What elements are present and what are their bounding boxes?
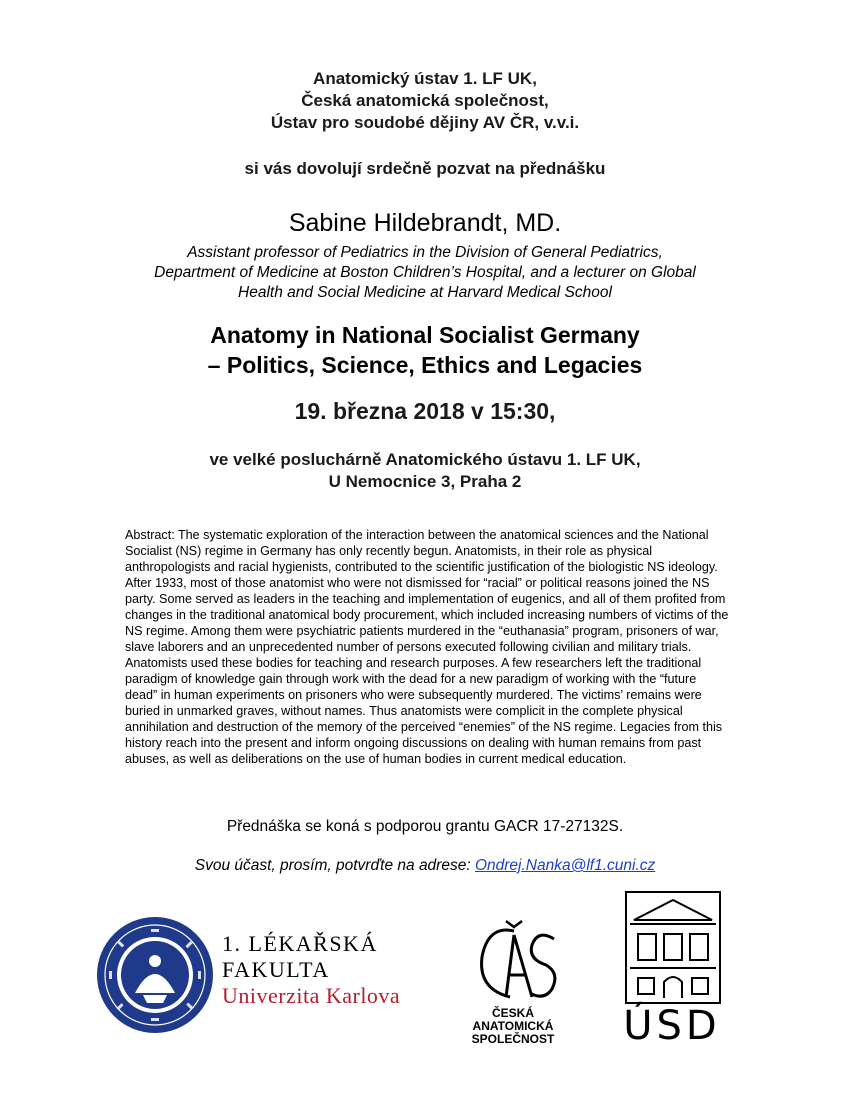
affiliation-line: Department of Medicine at Boston Children’s Hospital, and a lecturer on Global <box>154 264 696 281</box>
organizer-line: Ústav pro soudobé dějiny AV ČR, v.v.i. <box>270 113 580 132</box>
building-facade-icon <box>624 890 722 1005</box>
organizer-line: Česká anatomická společnost, <box>301 91 549 110</box>
venue-line: ve velké posluchárně Anatomického ústavu 1. LF UK, <box>209 450 641 469</box>
wordmark-line: ANATOMICKÁ <box>472 1019 554 1033</box>
wordmark-university: Univerzita Karlova <box>222 983 401 1008</box>
abstract-text: Abstract: The systematic exploration of the interaction between the anatomical sciences and the National Socialist (NS) regime in Germany has only recently begun. Anatomists, in their role as physical anthropologists and racial hygienists, contributed to the scientific justification of the biologistic NS ideology. After 1933, most of those anatomist who were not dismissed for “racial” or political reasons joined the NS party. Some served as leaders in the teaching and implementation of eugenics, and all of them profited from changes in the traditional anatomical body procurement, which included increasing numbers of victims of the NS regime. Among them were psychiatric patients murdered in the “euthanasia” program, prisoners of war, slave laborers and an unprecedented number of persons executed following civilian and military trials. Anatomists used these bodies for teaching and research purposes. A few researchers left the traditional paradigm of knowledge gain through work with the dead for a new paradigm of working with the “future dead” in human experiments on prisoners who were subsequently murdered. The victims’ remains were buried in unmarked graves, without names. Thus anatomists were complicit in the complete physical annihilation and destruction of the memory of the perceived “enemies” of the NS regime. Legacies from this history reach into the present and inform ongoing discussions on dealing with human remains from past abuses, as well as deliberations on the use of human bodies in current medical education. <box>125 528 729 766</box>
wordmark-line: SPOLEČNOST <box>471 1032 555 1046</box>
charles-university-seal-logo <box>95 915 215 1035</box>
talk-date: 19. března 2018 v 15:30, <box>294 398 556 424</box>
cas-wordmark <box>458 1007 568 1046</box>
organizers <box>0 68 850 134</box>
logos-row <box>0 885 850 1065</box>
talk-title <box>0 320 850 380</box>
venue <box>0 449 850 493</box>
talk-title-line: Anatomy in National Socialist Germany <box>210 322 640 348</box>
rsvp-line <box>0 857 850 875</box>
rsvp-text: Svou účast, prosím, potvrďte na adrese: <box>194 857 475 874</box>
usd-wordmark: ÚSD <box>623 1003 721 1049</box>
speaker-affiliation <box>0 243 850 303</box>
invitation-line: si vás dovolují srdečně pozvat na přednášku <box>244 159 606 178</box>
cas-monogram-logo <box>466 905 566 1015</box>
wordmark-line: 1. LÉKAŘSKÁ <box>222 931 378 956</box>
first-faculty-wordmark <box>222 931 400 1009</box>
venue-line: U Nemocnice 3, Praha 2 <box>328 472 522 491</box>
talk-title-line: – Politics, Science, Ethics and Legacies <box>207 352 643 378</box>
organizer-line: Anatomický ústav 1. LF UK, <box>313 69 537 88</box>
speaker-name: Sabine Hildebrandt, MD. <box>288 209 562 237</box>
wordmark-line: FAKULTA <box>222 957 330 982</box>
wordmark-line: ČESKÁ <box>491 1006 534 1020</box>
affiliation-line: Assistant professor of Pediatrics in the Division of General Pediatrics, <box>187 244 663 261</box>
rsvp-email-link[interactable]: Ondrej.Nanka@lf1.cuni.cz <box>474 857 656 874</box>
grant-note: Přednáška se koná s podporou grantu GACR 17-27132S. <box>226 818 624 835</box>
affiliation-line: Health and Social Medicine at Harvard Medical School <box>238 284 612 301</box>
